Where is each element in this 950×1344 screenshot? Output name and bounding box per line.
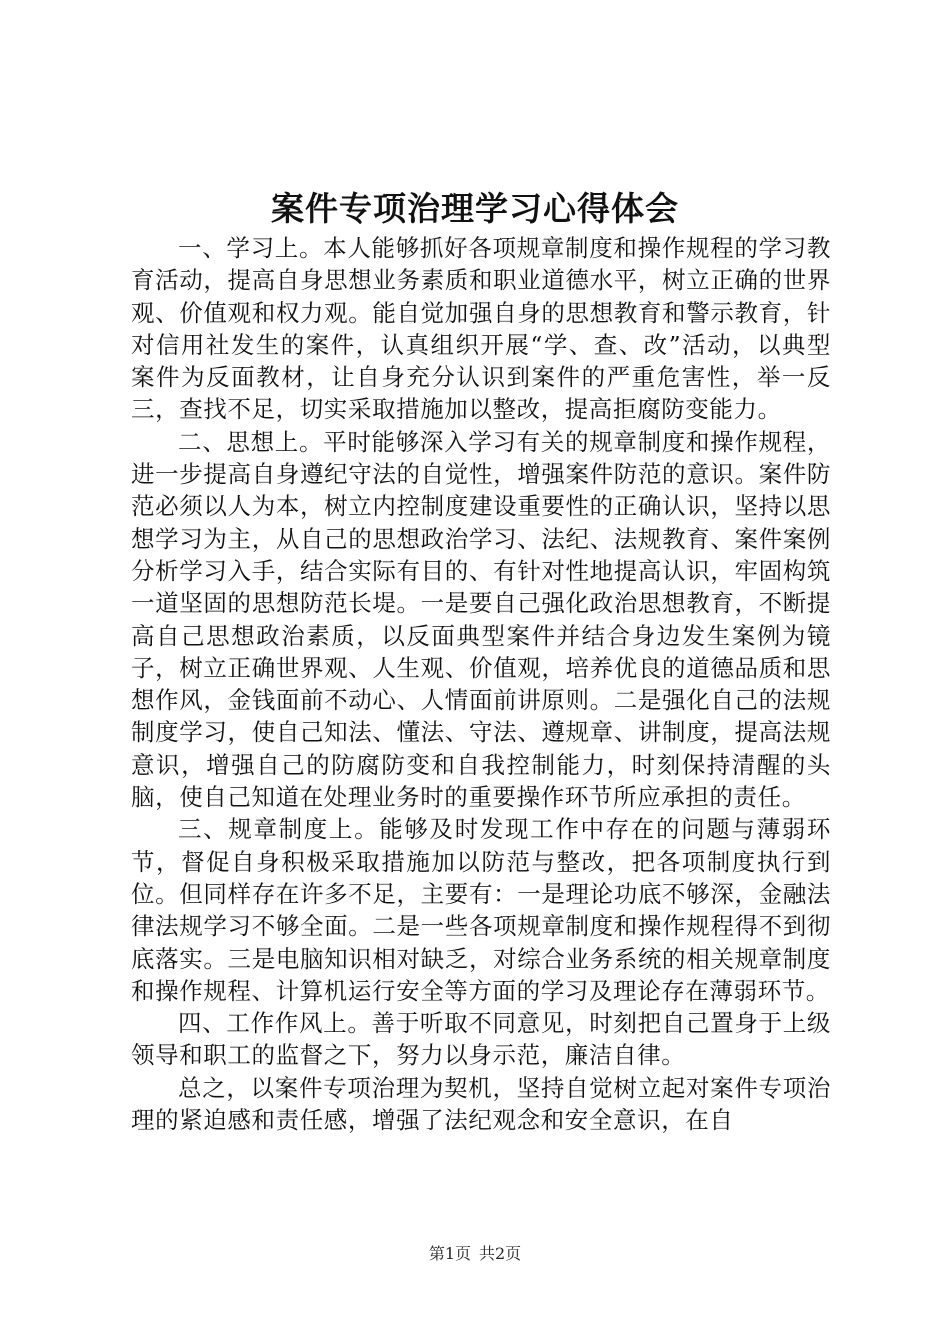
paragraph-rules: 三、规章制度上。能够及时发现工作中存在的问题与薄弱环节，督促自身积极采取措施加以防范与整改，把各项制度执行到位。但同样存在许多不足，主要有：一是理论功底不够深，金融法律法规学习不够全面。二是一些各项规章制度和操作规程得不到彻底落实。三是电脑知识相对缺乏，对综合业务系统的相关规章制度和操作规程、计算机运行安全等方面的学习及理论存在薄弱环节。	[131, 815, 831, 1005]
paragraph-study: 一、学习上。本人能够抓好各项规章制度和操作规程的学习教育活动，提高自身思想业务素质和职业道德水平，树立正确的世界观、价值观和权力观。能自觉加强自身的思想教育和警示教育，针对信用社发生的案件，认真组织开展“学、查、改”活动，以典型案件为反面教材，让自身充分认识到案件的严重危害性，举一反三，查找不足，切实采取措施加以整改，提高拒腐防变能力。	[131, 234, 831, 424]
paragraph-thought: 二、思想上。平时能够深入学习有关的规章制度和操作规程，进一步提高自身遵纪守法的自觉性，增强案件防范的意识。案件防范必须以人为本，树立内控制度建设重要性的正确认识，坚持以思想学习为主，从自己的思想政治学习、法纪、法规教育、案件案例分析学习入手，结合实际有目的、有针对性地提高认识，牢固构筑一道坚固的思想防范长堤。一是要自己强化政治思想教育，不断提高自己思想政治素质，以反面典型案件并结合身边发生案例为镜子，树立正确世界观、人生观、价值观，培养优良的道德品质和思想作风，金钱面前不动心、人情面前讲原则。二是强化自己的法规制度学习，使自己知法、懂法、守法、遵规章、讲制度，提高法规意识，增强自己的防腐防变和自我控制能力，时刻保持清醒的头脑，使自己知道在处理业务时的重要操作环节所应承担的责任。	[131, 427, 831, 812]
document-body	[131, 232, 831, 1136]
page-number: 第1页	[428, 1244, 471, 1263]
page-footer	[0, 1243, 950, 1265]
paragraph-summary: 总之，以案件专项治理为契机，坚持自觉树立起对案件专项治理的紧迫感和责任感，增强了法纪观念和安全意识，在自	[131, 1073, 831, 1135]
paragraph-work-style: 四、工作作风上。善于听取不同意见，时刻把自己置身于上级领导和职工的监督之下，努力以身示范，廉洁自律。	[131, 1009, 831, 1070]
document-title: 案件专项治理学习心得体会	[271, 189, 679, 228]
page-total: 共2页	[479, 1244, 522, 1263]
